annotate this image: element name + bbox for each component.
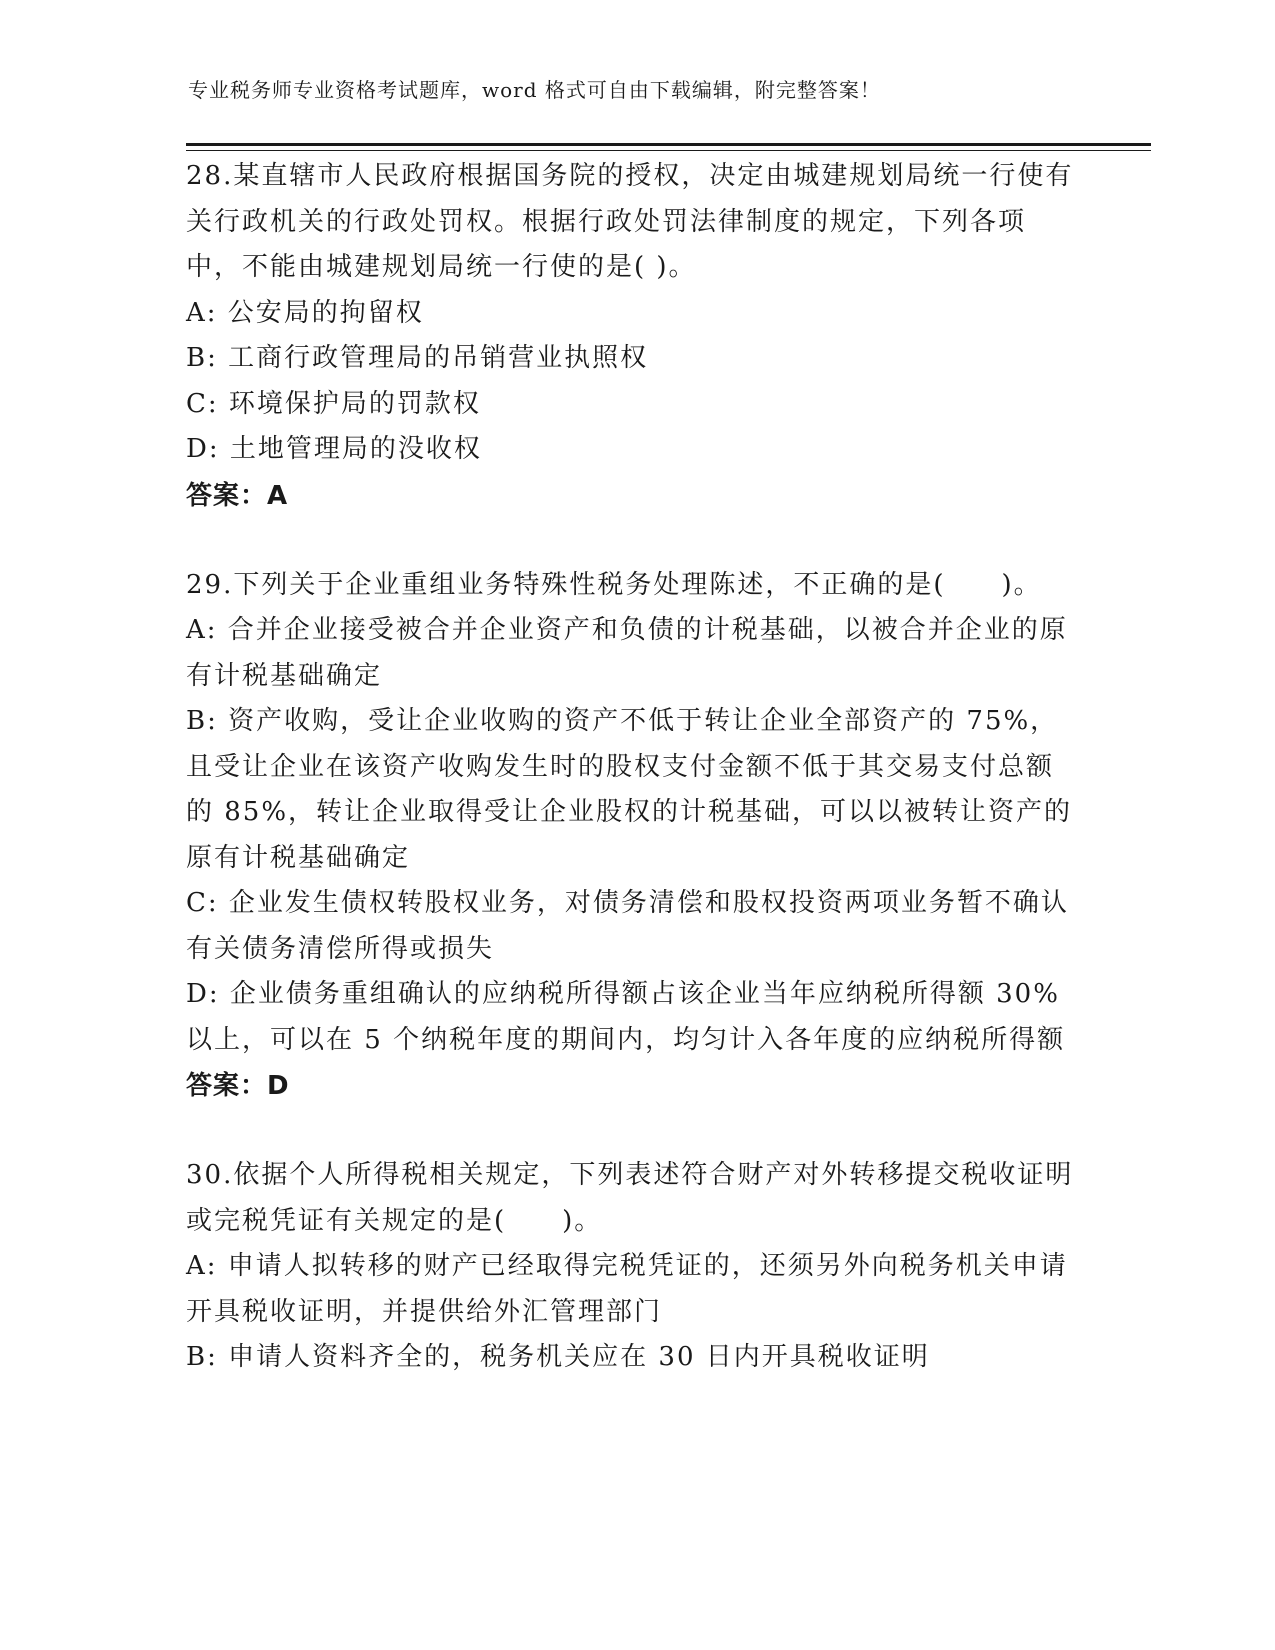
header-rule-thin — [186, 150, 1151, 151]
option-d: D: 企业债务重组确认的应纳税所得额占该企业当年应纳税所得额 30%以上，可以在 5 个纳税年度的期间内，均匀计入各年度的应纳税所得额 — [186, 979, 1066, 1055]
answer-label: 答案：A — [186, 480, 289, 511]
option-c: C: 企业发生债权转股权业务，对债务清偿和股权投资两项业务暂不确认有关债务清偿所得或损失 — [186, 888, 1069, 964]
option-a: A: 公安局的拘留权 — [186, 297, 424, 328]
question-spacer — [186, 1109, 1076, 1153]
question-30 — [186, 1153, 1076, 1381]
option-a: A: 申请人拟转移的财产已经取得完税凭证的，还须另外向税务机关申请开具税收证明，并提供给外汇管理部门 — [186, 1251, 1068, 1327]
question-28 — [186, 154, 1076, 519]
page-header: 专业税务师专业资格考试题库，word 格式可自由下载编辑，附完整答案！ — [188, 78, 881, 102]
header-rule-thick — [186, 143, 1151, 146]
question-stem: 29.下列关于企业重组业务特殊性税务处理陈述，不正确的是( )。 — [186, 569, 1042, 600]
question-stem: 30.依据个人所得税相关规定，下列表述符合财产对外转移提交税收证明或完税凭证有关规定的是( )。 — [186, 1160, 1074, 1236]
question-29 — [186, 563, 1076, 1110]
question-spacer — [186, 519, 1076, 563]
option-b: B: 资产收购，受让企业收购的资产不低于转让企业全部资产的 75%，且受让企业在该资产收购发生时的股权支付金额不低于其交易支付总额的 85%，转让企业取得受让企业股权的计税基础，可以以被转让资产的原有计税基础确定 — [186, 706, 1073, 873]
option-c: C: 环境保护局的罚款权 — [186, 388, 481, 419]
option-d: D: 土地管理局的没收权 — [186, 434, 482, 464]
answer-label: 答案：D — [186, 1071, 290, 1101]
question-stem: 28.某直辖市人民政府根据国务院的授权，决定由城建规划局统一行使有关行政机关的行政处罚权。根据行政处罚法律制度的规定，下列各项中，不能由城建规划局统一行使的是( )。 — [186, 161, 1074, 282]
question-list — [186, 154, 1076, 1381]
option-b: B: 申请人资料齐全的，税务机关应在 30 日内开具税收证明 — [186, 1342, 930, 1372]
option-a: A: 合并企业接受被合并企业资产和负债的计税基础，以被合并企业的原有计税基础确定 — [186, 615, 1068, 691]
option-b: B: 工商行政管理局的吊销营业执照权 — [186, 343, 649, 373]
